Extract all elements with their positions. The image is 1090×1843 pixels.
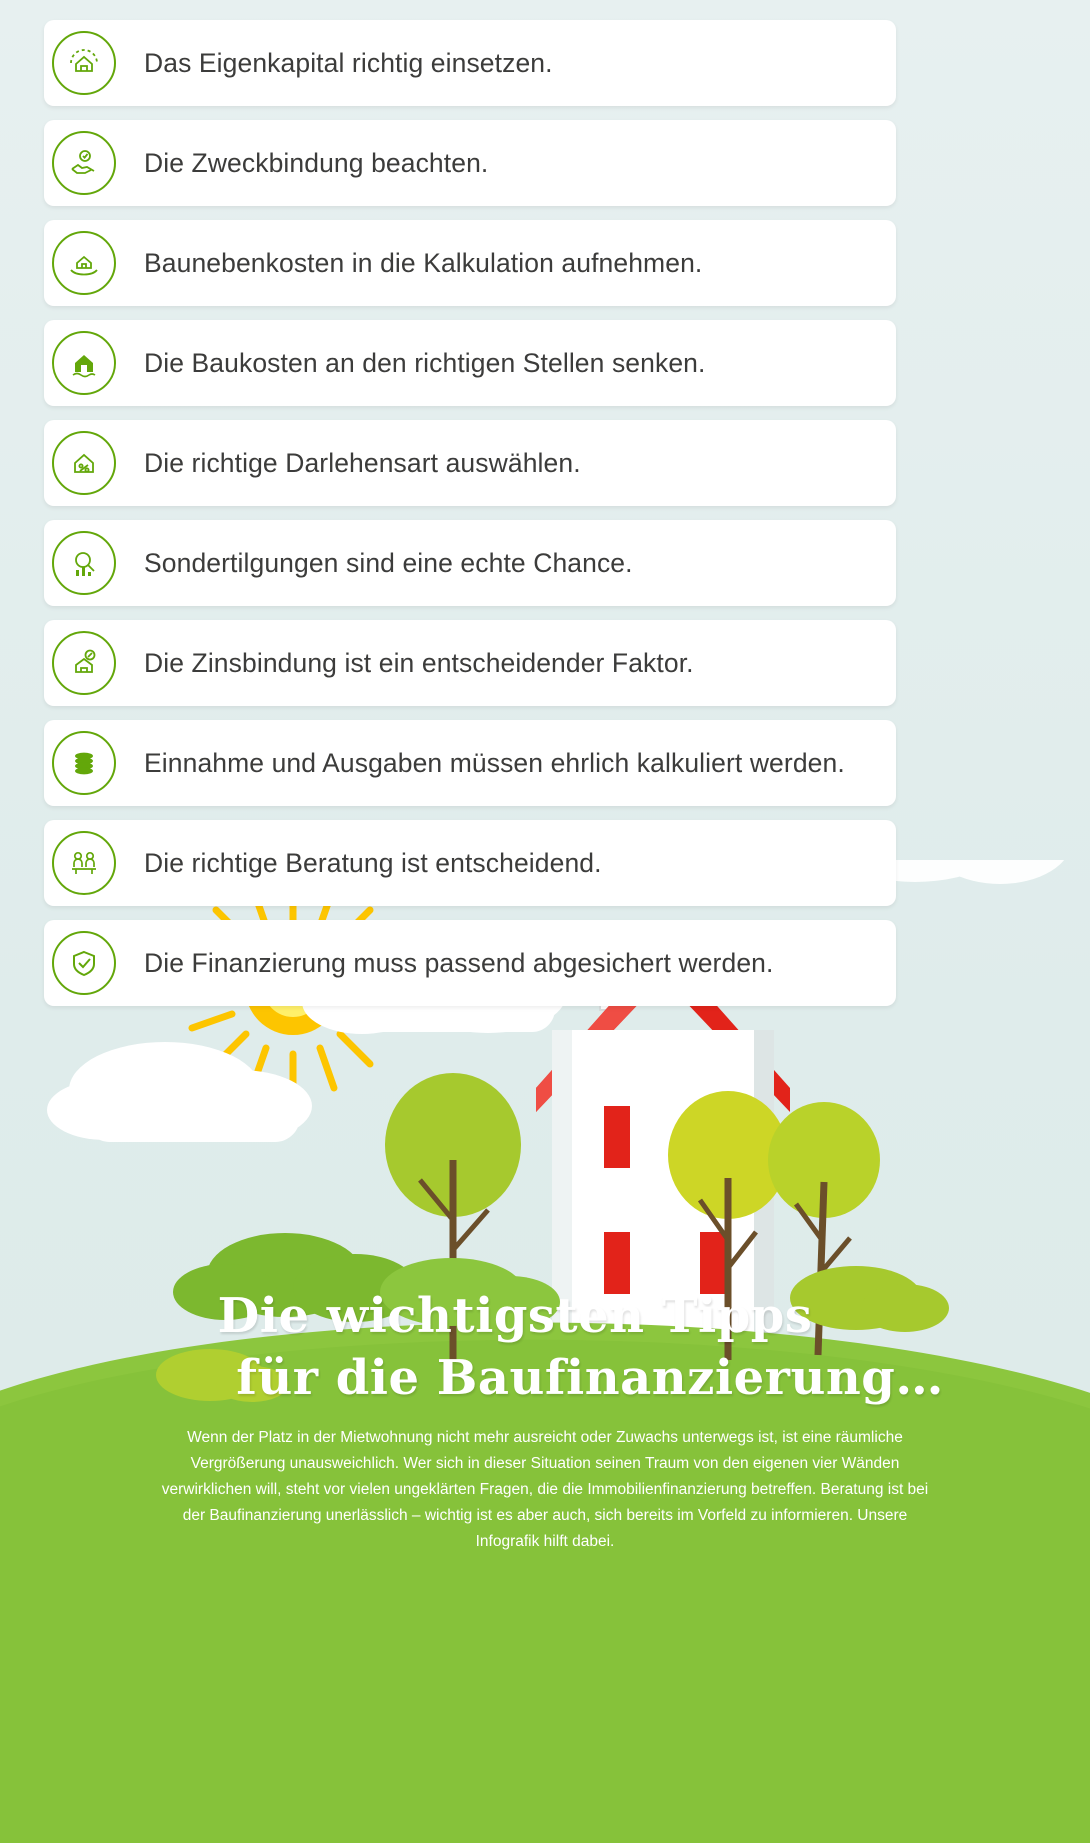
house-green-icon [52,331,116,395]
tip-label: Die richtige Beratung ist entscheidend. [144,847,602,878]
headline [0,1285,1090,1409]
tip-card[interactable] [44,820,896,906]
tip-card[interactable] [44,120,896,206]
list-item[interactable] [0,20,1060,106]
list-item[interactable] [0,720,1060,806]
coin-stack-icon [52,731,116,795]
tips-list [0,20,1060,1020]
list-item[interactable] [0,620,1060,706]
list-item[interactable] [0,820,1060,906]
cloud-left [47,1042,312,1142]
chart-magnifier-icon [52,531,116,595]
house-in-hand-icon [52,231,116,295]
tip-label: Das Eigenkapital richtig einsetzen. [144,47,553,78]
tip-label: Die Zweckbindung beachten. [144,147,489,178]
tip-card[interactable] [44,320,896,406]
house-percent-icon [52,431,116,495]
shield-check-icon [52,931,116,995]
consultation-icon [52,831,116,895]
list-item[interactable] [0,120,1060,206]
headline-line-2: für die Baufinanzierung… [236,1350,944,1406]
tip-card[interactable] [44,720,896,806]
handshake-check-icon [52,131,116,195]
house-shield-icon [52,31,116,95]
intro-text: Wenn der Platz in der Mietwohnung nicht mehr ausreicht oder Zuwachs unterwegs ist, ist eine räumliche Vergrößerung unausweichlich. Wer sich in dieser Situation seinen Traum von den eigenen vier Wänden verwirklichen will, steht vor vielen ungeklärten Fragen, die die Immobilienfinanzierung betreffen. Beratung ist bei der Baufinanzierung unerlässlich – wichtig ist es aber auch, sich bereits im Vorfeld zu informieren. Unsere Infografik hilft dabei. [161,1429,929,1550]
tip-card[interactable] [44,220,896,306]
list-item[interactable] [0,220,1060,306]
tip-label: Sondertilgungen sind eine echte Chance. [144,547,633,578]
tip-card[interactable] [44,20,896,106]
tip-card[interactable] [44,420,896,506]
tip-card[interactable] [44,920,896,1006]
tip-card[interactable] [44,620,896,706]
list-item[interactable] [0,920,1060,1006]
tip-label: Baunebenkosten in die Kalkulation aufnehmen. [144,247,703,278]
tip-label: Die Finanzierung muss passend abgesichert werden. [144,947,774,978]
tip-label: Einnahme und Ausgaben müssen ehrlich kalkuliert werden. [144,747,845,778]
tip-label: Die Zinsbindung ist ein entscheidender Faktor. [144,647,694,678]
list-item[interactable] [0,320,1060,406]
intro-paragraph [0,1425,1090,1555]
headline-line-1: Die wichtigsten Tipps [217,1288,813,1344]
tip-label: Die richtige Darlehensart auswählen. [144,447,581,478]
house-percent-circle-icon [52,631,116,695]
list-item[interactable] [0,420,1060,506]
tip-label: Die Baukosten an den richtigen Stellen senken. [144,347,706,378]
list-item[interactable] [0,520,1060,606]
tip-card[interactable] [44,520,896,606]
